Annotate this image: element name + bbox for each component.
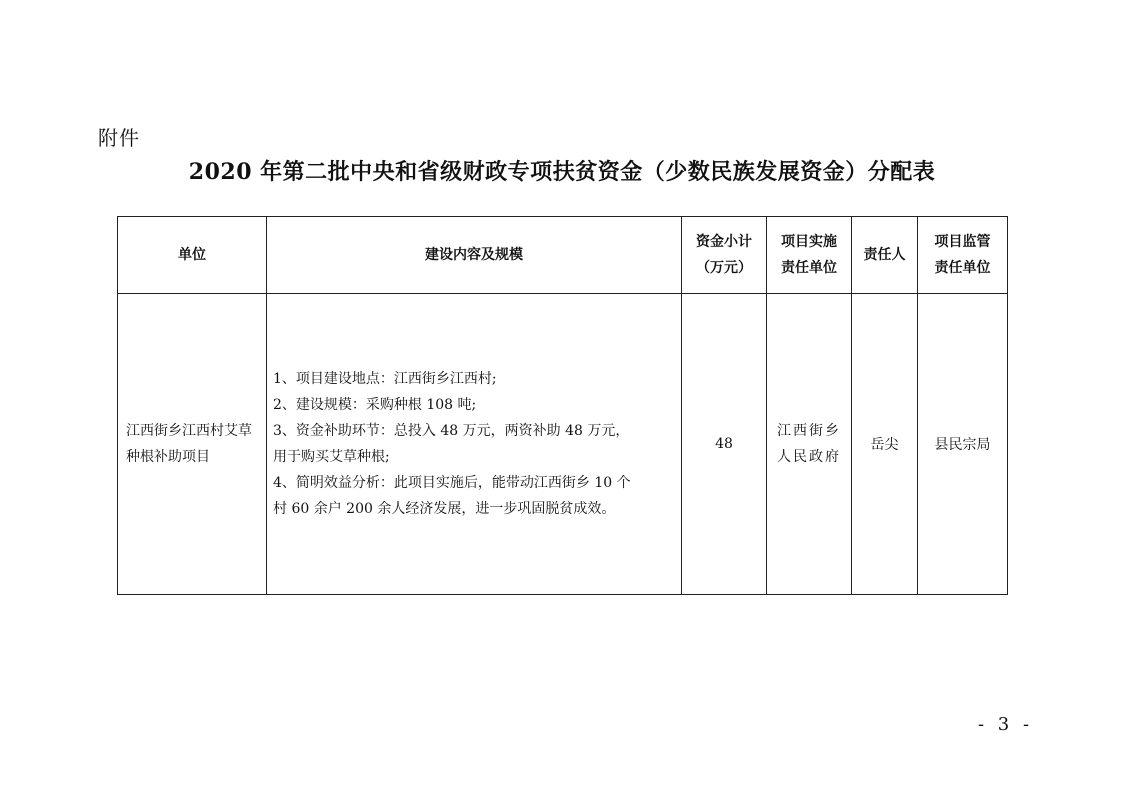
- document-title: 2020 年第二批中央和省级财政专项扶贫资金（少数民族发展资金）分配表: [188, 159, 936, 185]
- content-line: 用于购买艾草种根;: [273, 449, 390, 465]
- table-header-row: [118, 217, 1008, 294]
- content-line: 2、建设规模：采购种根 108 吨;: [273, 397, 477, 413]
- header-implementing-unit: [767, 217, 852, 294]
- content-line: 3、资金补助环节：总投入 48 万元，两资补助 48 万元，: [273, 423, 630, 439]
- page-number: - 3 -: [978, 714, 1034, 735]
- header-funds-line1: 资金小计: [696, 234, 752, 250]
- header-supervise-line2: 责任单位: [934, 260, 991, 276]
- attachment-label: 附件: [98, 126, 140, 150]
- header-unit: 单位: [118, 217, 267, 294]
- cell-supervising-unit: 县民宗局: [918, 294, 1008, 595]
- content-line: 4、简明效益分析：此项目实施后，能带动江西街乡 10 个: [273, 475, 631, 491]
- allocation-table: [117, 216, 1008, 595]
- cell-responsible-person: 岳尖: [852, 294, 918, 595]
- header-impl-line1: 项目实施: [781, 234, 837, 250]
- header-supervise-line1: 项目监管: [934, 234, 991, 250]
- header-content: 建设内容及规模: [267, 217, 682, 294]
- cell-unit: 江西街乡江西村艾草种根补助项目: [118, 294, 267, 595]
- header-impl-line2: 责任单位: [781, 260, 837, 276]
- cell-funds: 48: [682, 294, 767, 595]
- content-line: 1、项目建设地点：江西街乡江西村;: [273, 371, 497, 387]
- header-supervising-unit: [918, 217, 1008, 294]
- table-row: [118, 294, 1008, 595]
- cell-content: [267, 294, 682, 595]
- header-funds-line2: （万元）: [696, 260, 752, 276]
- header-funds: [682, 217, 767, 294]
- header-responsible-person: 责任人: [852, 217, 918, 294]
- content-line: 村 60 余户 200 余人经济发展，进一步巩固脱贫成效。: [273, 501, 616, 517]
- cell-implementing-unit: 江西街乡人民政府: [767, 294, 852, 595]
